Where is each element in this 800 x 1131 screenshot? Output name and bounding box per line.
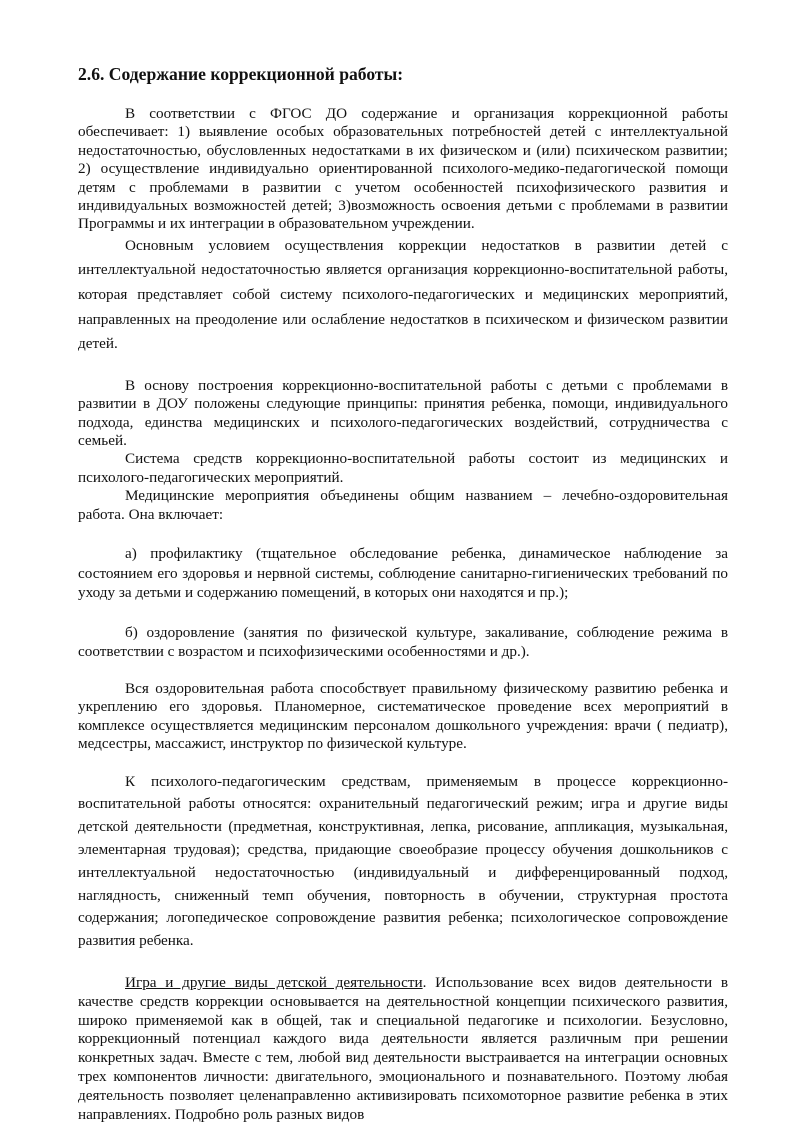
paragraph-medical-measures: Медицинские мероприятия объединены общим названием – лечебно-оздоровительная работа. Она включает: bbox=[78, 487, 728, 523]
paragraph-health-work: Вся оздоровительная работа способствует правильному физическому развитию ребенка и укреплению его здоровья. Планомерное, систематическое проведение всех мероприятий в комплексе осуществляется медицинским персоналом дошкольного учреждения: врачи ( педиатр), медсестры, массажист, инструктор по физической культуре. bbox=[78, 680, 728, 753]
paragraph-health-improvement: б) оздоровление (занятия по физической культуре, закаливание, соблюдение режима в соответствии с возрастом и психофизическими особенностями и др.). bbox=[78, 623, 728, 661]
play-activities-title: Игра и другие виды детской деятельности bbox=[125, 974, 423, 992]
section-heading: 2.6. Содержание коррекционной работы: bbox=[78, 64, 404, 84]
paragraph-principles: В основу построения коррекционно-воспитательной работы с детьми с проблемами в развитии в ДОУ положены следующие принципы: принятия ребенка, помощи, индивидуального подхода, единства медицинских и психолого-педагогических воздействий, сотрудничества с семьей. bbox=[78, 376, 728, 450]
paragraph-main-condition: Основным условием осуществления коррекции недостатков в развитии детей с интеллектуальной недостаточностью является организация коррекционно-воспитательной работы, которая представляет собой систему психолого-педагогических и медицинских мероприятий, направленных на преодоление или ослабление недостатков в психическом и физическом развитии детей. bbox=[78, 236, 728, 353]
paragraph-fgos: В соответствии с ФГОС ДО содержание и организация коррекционной работы обеспечивает: 1) выявление особых образовательных потребностей детей с интеллектуальной недостаточностью, обусловленных недостатками в их физическом и (или) психическом развитии; 2) осуществление индивидуально ориентированной психолого-медико-педагогической помощи детям с проблемами в развитии с учетом особенностей психофизического развития и индивидуальных возможностей детей; 3)возможность освоения детьми с проблемами в развитии Программы и их интеграции в образовательном учреждении. bbox=[78, 105, 728, 233]
paragraph-play-activities bbox=[78, 974, 728, 1124]
paragraph-prophylaxis: а) профилактику (тщательное обследование ребенка, динамическое наблюдение за состоянием его здоровья и нервной системы, соблюдение санитарно-гигиенических требований по уходу за детьми и содержанию помещений, в которых они находятся и пр.); bbox=[78, 545, 728, 602]
paragraph-means-system: Система средств коррекционно-воспитательной работы состоит из медицинских и психолого-педагогических мероприятий. bbox=[78, 450, 728, 486]
paragraph-psych-ped-means: К психолого-педагогическим средствам, применяемым в процессе коррекционно-воспитательной работы относятся: охранительный педагогический режим; игра и другие виды детской деятельности (предметная, конструктивная, лепка, рисование, аппликация, музыкальная, элементарная трудовая); средства, придающие своеобразие процессу обучения дошкольников с интеллектуальной недостаточностью (индивидуальный и дифференцированный подход, наглядность, сниженный темп обучения, повторность в обучении, структурная простота содержания; логопедическое сопровождение развития ребенка; психологическое сопровождение развития ребенка. bbox=[78, 772, 728, 950]
play-activities-text: . Использование всех видов деятельности в качестве средств коррекции основывается на деятельностной концепции психического развития, широко применяемой как в общей, так и специальной педагогике и психологии. Безусловно, коррекционный потенциал каждого вида деятельности является различным при решении конкретных задач. Вместе с тем, любой вид деятельности выстраивается на интеграции основных трех компонентов личности: двигательного, эмоционального и познавательного. Поэтому любая деятельность позволяет целенаправленно активизировать психомоторное развитие ребенка в этих направлениях. Подробно роль разных видов bbox=[78, 974, 728, 1123]
